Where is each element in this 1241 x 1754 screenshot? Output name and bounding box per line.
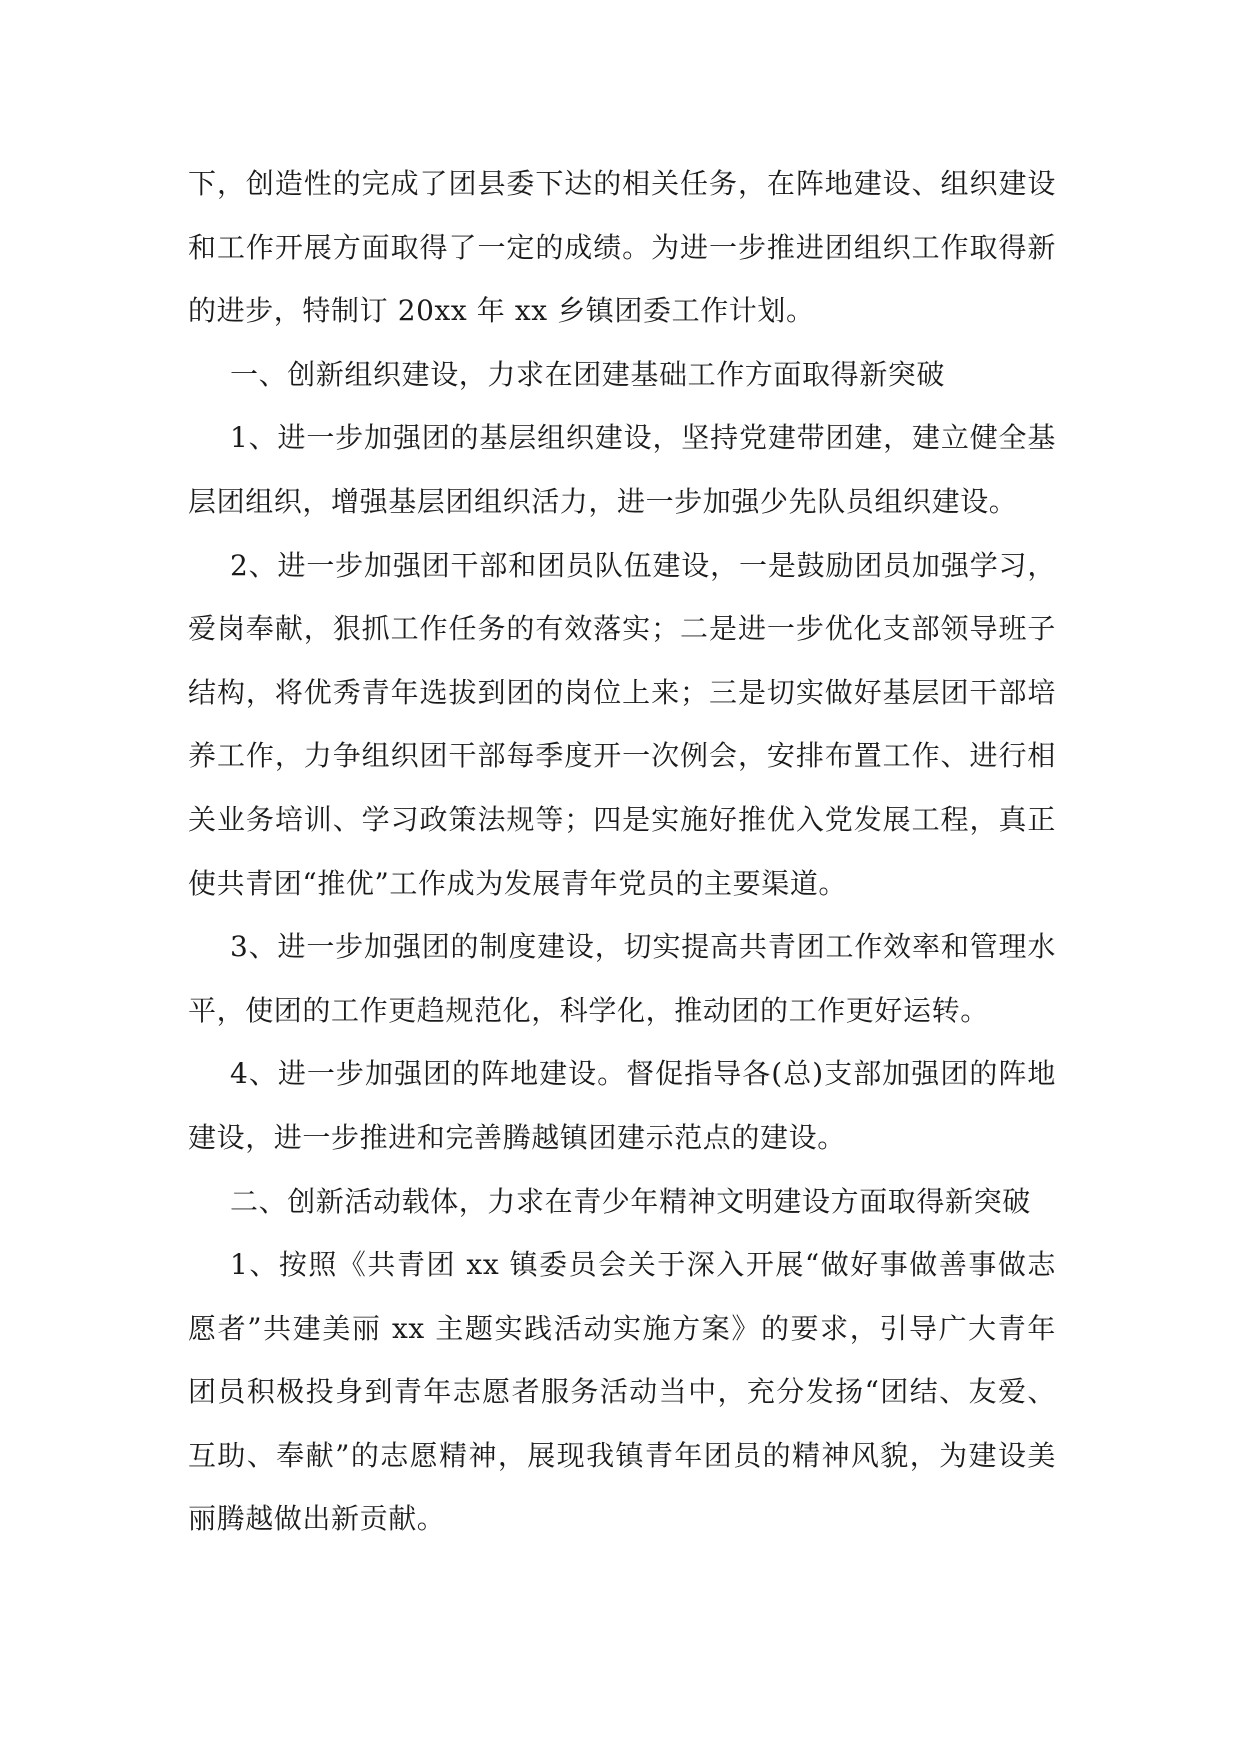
- text-line: 使共青团“推优”工作成为发展青年党员的主要渠道。: [188, 866, 848, 900]
- text-line: 4、进一步加强团的阵地建设。督促指导各(总)支部加强团的阵地: [230, 1057, 1056, 1091]
- document-body: [188, 152, 1056, 1551]
- text-line: 1、按照《共青团 xx 镇委员会关于深入开展“做好事做善事做志: [230, 1248, 1056, 1282]
- text-line: 团员积极投身到青年志愿者服务活动当中，充分发扬“团结、友爱、: [188, 1375, 1056, 1409]
- text-line: 层团组织，增强基层团组织活力，进一步加强少先队员组织建设。: [188, 484, 1018, 518]
- text-line: 丽腾越做出新贡献。: [188, 1502, 446, 1536]
- section-heading: 一、创新组织建设，力求在团建基础工作方面取得新突破: [230, 357, 946, 391]
- text-line: 2、进一步加强团干部和团员队伍建设，一是鼓励团员加强学习，: [230, 548, 1056, 582]
- text-line: 互助、奉献”的志愿精神，展现我镇青年团员的精神风貌，为建设美: [188, 1438, 1056, 1472]
- text-line: 养工作，力争组织团干部每季度开一次例会，安排布置工作、进行相: [188, 739, 1056, 773]
- section-heading: 二、创新活动载体，力求在青少年精神文明建设方面取得新突破: [230, 1184, 1031, 1218]
- text-line: 1、进一步加强团的基层组织建设，坚持党建带团建，建立健全基: [230, 421, 1056, 455]
- text-line: 建设，进一步推进和完善腾越镇团建示范点的建设。: [188, 1120, 846, 1154]
- text-line: 平，使团的工作更趋规范化，科学化，推动团的工作更好运转。: [188, 993, 989, 1027]
- text-line: 爱岗奉献，狠抓工作任务的有效落实；二是进一步优化支部领导班子: [188, 612, 1056, 646]
- text-line: 下，创造性的完成了团县委下达的相关任务，在阵地建设、组织建设: [188, 167, 1056, 200]
- text-line: 的进步，特制订 20xx 年 xx 乡镇团委工作计划。: [188, 294, 815, 328]
- text-line: 和工作开展方面取得了一定的成绩。为进一步推进团组织工作取得新: [188, 230, 1056, 264]
- text-line: 3、进一步加强团的制度建设，切实提高共青团工作效率和管理水: [230, 930, 1056, 964]
- text-line: 关业务培训、学习政策法规等；四是实施好推优入党发展工程，真正: [188, 802, 1056, 836]
- text-line: 愿者”共建美丽 xx 主题实践活动实施方案》的要求，引导广大青年: [188, 1311, 1056, 1345]
- text-line: 结构，将优秀青年选拔到团的岗位上来；三是切实做好基层团干部培: [188, 675, 1056, 709]
